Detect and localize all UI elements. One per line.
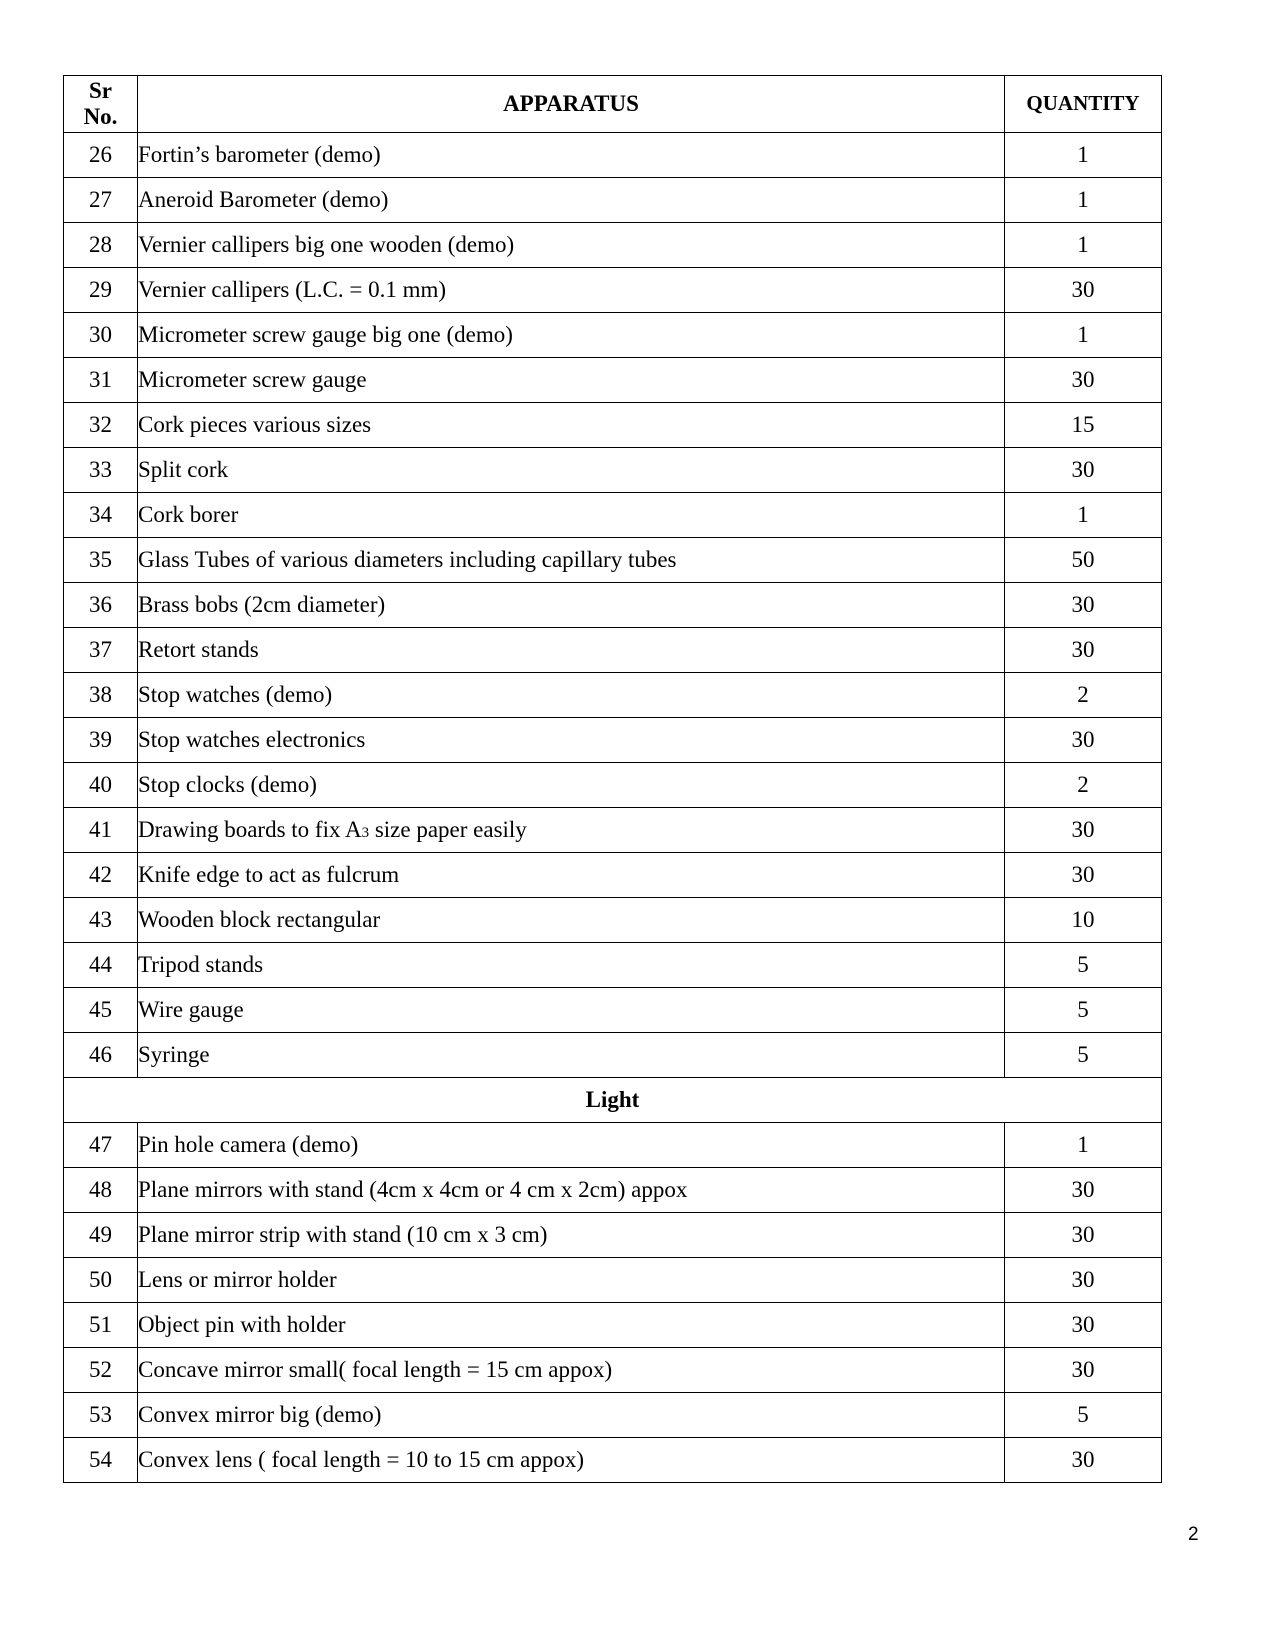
sr-no-cell: 26 [64, 133, 138, 178]
quantity-cell: 2 [1005, 763, 1162, 808]
apparatus-cell: Cork borer [138, 493, 1005, 538]
apparatus-cell: Glass Tubes of various diameters including capillary tubes [138, 538, 1005, 583]
quantity-cell: 2 [1005, 673, 1162, 718]
table-row [64, 223, 1162, 268]
table-row [64, 583, 1162, 628]
quantity-cell: 15 [1005, 403, 1162, 448]
table-row [64, 538, 1162, 583]
section-title: Light [64, 1078, 1162, 1123]
quantity-cell: 1 [1005, 313, 1162, 358]
quantity-cell: 30 [1005, 808, 1162, 853]
quantity-cell: 30 [1005, 1303, 1162, 1348]
table-row [64, 1213, 1162, 1258]
apparatus-cell: Stop clocks (demo) [138, 763, 1005, 808]
apparatus-cell: Tripod stands [138, 943, 1005, 988]
sr-no-cell: 40 [64, 763, 138, 808]
table-row [64, 718, 1162, 763]
quantity-cell: 5 [1005, 1393, 1162, 1438]
table-row [64, 1258, 1162, 1303]
apparatus-text-before: Drawing boards to fix A [138, 817, 362, 843]
apparatus-cell: Convex mirror big (demo) [138, 1393, 1005, 1438]
apparatus-cell: Micrometer screw gauge big one (demo) [138, 313, 1005, 358]
sr-no-cell: 50 [64, 1258, 138, 1303]
table-row [64, 898, 1162, 943]
table-row [64, 988, 1162, 1033]
quantity-cell: 1 [1005, 133, 1162, 178]
quantity-cell: 5 [1005, 988, 1162, 1033]
apparatus-cell: Plane mirror strip with stand (10 cm x 3 cm) [138, 1213, 1005, 1258]
sr-no-cell: 45 [64, 988, 138, 1033]
apparatus-cell: Object pin with holder [138, 1303, 1005, 1348]
sr-no-cell: 29 [64, 268, 138, 313]
table-row [64, 313, 1162, 358]
sr-no-cell: 43 [64, 898, 138, 943]
sr-no-cell: 51 [64, 1303, 138, 1348]
sr-no-cell: 48 [64, 1168, 138, 1213]
header-sr-no [64, 76, 138, 133]
sr-no-cell: 34 [64, 493, 138, 538]
sr-no-cell: 42 [64, 853, 138, 898]
table-row [64, 853, 1162, 898]
apparatus-cell: Aneroid Barometer (demo) [138, 178, 1005, 223]
sr-no-cell: 54 [64, 1438, 138, 1483]
quantity-cell: 30 [1005, 1213, 1162, 1258]
table-row [64, 1033, 1162, 1078]
table-row [64, 133, 1162, 178]
quantity-cell: 5 [1005, 1033, 1162, 1078]
sr-no-cell: 33 [64, 448, 138, 493]
sr-no-cell: 38 [64, 673, 138, 718]
sr-no-cell: 30 [64, 313, 138, 358]
sr-no-cell: 47 [64, 1123, 138, 1168]
quantity-cell: 10 [1005, 898, 1162, 943]
apparatus-cell: Lens or mirror holder [138, 1258, 1005, 1303]
table-row [64, 358, 1162, 403]
apparatus-cell: Micrometer screw gauge [138, 358, 1005, 403]
sr-no-cell: 31 [64, 358, 138, 403]
table-row [64, 448, 1162, 493]
apparatus-cell: Fortin’s barometer (demo) [138, 133, 1005, 178]
apparatus-cell: Pin hole camera (demo) [138, 1123, 1005, 1168]
quantity-cell: 1 [1005, 493, 1162, 538]
sr-no-cell: 27 [64, 178, 138, 223]
quantity-cell: 1 [1005, 223, 1162, 268]
table-body [64, 133, 1162, 1483]
apparatus-cell: Wooden block rectangular [138, 898, 1005, 943]
header-sr-line2: No. [83, 104, 118, 129]
apparatus-cell: Wire gauge [138, 988, 1005, 1033]
table-row [64, 1348, 1162, 1393]
apparatus-text-after: size paper easily [369, 817, 527, 843]
sr-no-cell: 41 [64, 808, 138, 853]
quantity-cell: 30 [1005, 1438, 1162, 1483]
table-row [64, 673, 1162, 718]
apparatus-cell: Stop watches electronics [138, 718, 1005, 763]
page-number: 2 [1188, 1524, 1199, 1545]
apparatus-cell: Syringe [138, 1033, 1005, 1078]
table-row [64, 403, 1162, 448]
quantity-cell: 30 [1005, 628, 1162, 673]
section-row-light [64, 1078, 1162, 1123]
table-row [64, 763, 1162, 808]
paper-size-subscript: 3 [361, 825, 370, 842]
quantity-cell: 30 [1005, 268, 1162, 313]
table-row [64, 1438, 1162, 1483]
sr-no-cell: 46 [64, 1033, 138, 1078]
quantity-cell: 1 [1005, 178, 1162, 223]
table-row [64, 268, 1162, 313]
apparatus-cell: Cork pieces various sizes [138, 403, 1005, 448]
quantity-cell: 1 [1005, 1123, 1162, 1168]
quantity-cell: 30 [1005, 718, 1162, 763]
sr-no-cell: 53 [64, 1393, 138, 1438]
apparatus-cell: Stop watches (demo) [138, 673, 1005, 718]
apparatus-cell: Convex lens ( focal length = 10 to 15 cm appox) [138, 1438, 1005, 1483]
apparatus-cell: Split cork [138, 448, 1005, 493]
apparatus-cell: Brass bobs (2cm diameter) [138, 583, 1005, 628]
apparatus-cell: Retort stands [138, 628, 1005, 673]
sr-no-cell: 37 [64, 628, 138, 673]
header-quantity: QUANTITY [1005, 76, 1162, 133]
sr-no-cell: 36 [64, 583, 138, 628]
quantity-cell: 30 [1005, 1348, 1162, 1393]
apparatus-table [63, 75, 1162, 1483]
sr-no-cell: 28 [64, 223, 138, 268]
table-row [64, 1303, 1162, 1348]
quantity-cell: 30 [1005, 1168, 1162, 1213]
table-row [64, 1123, 1162, 1168]
sr-no-cell: 39 [64, 718, 138, 763]
quantity-cell: 30 [1005, 448, 1162, 493]
apparatus-cell: Knife edge to act as fulcrum [138, 853, 1005, 898]
sr-no-cell: 35 [64, 538, 138, 583]
table-row [64, 493, 1162, 538]
quantity-cell: 30 [1005, 853, 1162, 898]
apparatus-cell: Concave mirror small( focal length = 15 cm appox) [138, 1348, 1005, 1393]
quantity-cell: 30 [1005, 358, 1162, 403]
sr-no-cell: 32 [64, 403, 138, 448]
table-row [64, 808, 1162, 853]
header-apparatus: APPARATUS [138, 76, 1005, 133]
quantity-cell: 50 [1005, 538, 1162, 583]
quantity-cell: 30 [1005, 1258, 1162, 1303]
table-row [64, 628, 1162, 673]
table-row [64, 1168, 1162, 1213]
sr-no-cell: 44 [64, 943, 138, 988]
quantity-cell: 30 [1005, 583, 1162, 628]
quantity-cell: 5 [1005, 943, 1162, 988]
header-sr-line1: Sr [89, 77, 112, 103]
table-row [64, 943, 1162, 988]
sr-no-cell: 49 [64, 1213, 138, 1258]
sr-no-cell: 52 [64, 1348, 138, 1393]
apparatus-cell: Vernier callipers big one wooden (demo) [138, 223, 1005, 268]
table-header-row [64, 76, 1162, 133]
table-row [64, 178, 1162, 223]
apparatus-cell: Vernier callipers (L.C. = 0.1 mm) [138, 268, 1005, 313]
apparatus-cell [138, 808, 1005, 853]
table-row [64, 1393, 1162, 1438]
apparatus-cell: Plane mirrors with stand (4cm x 4cm or 4 cm x 2cm) appox [138, 1168, 1005, 1213]
